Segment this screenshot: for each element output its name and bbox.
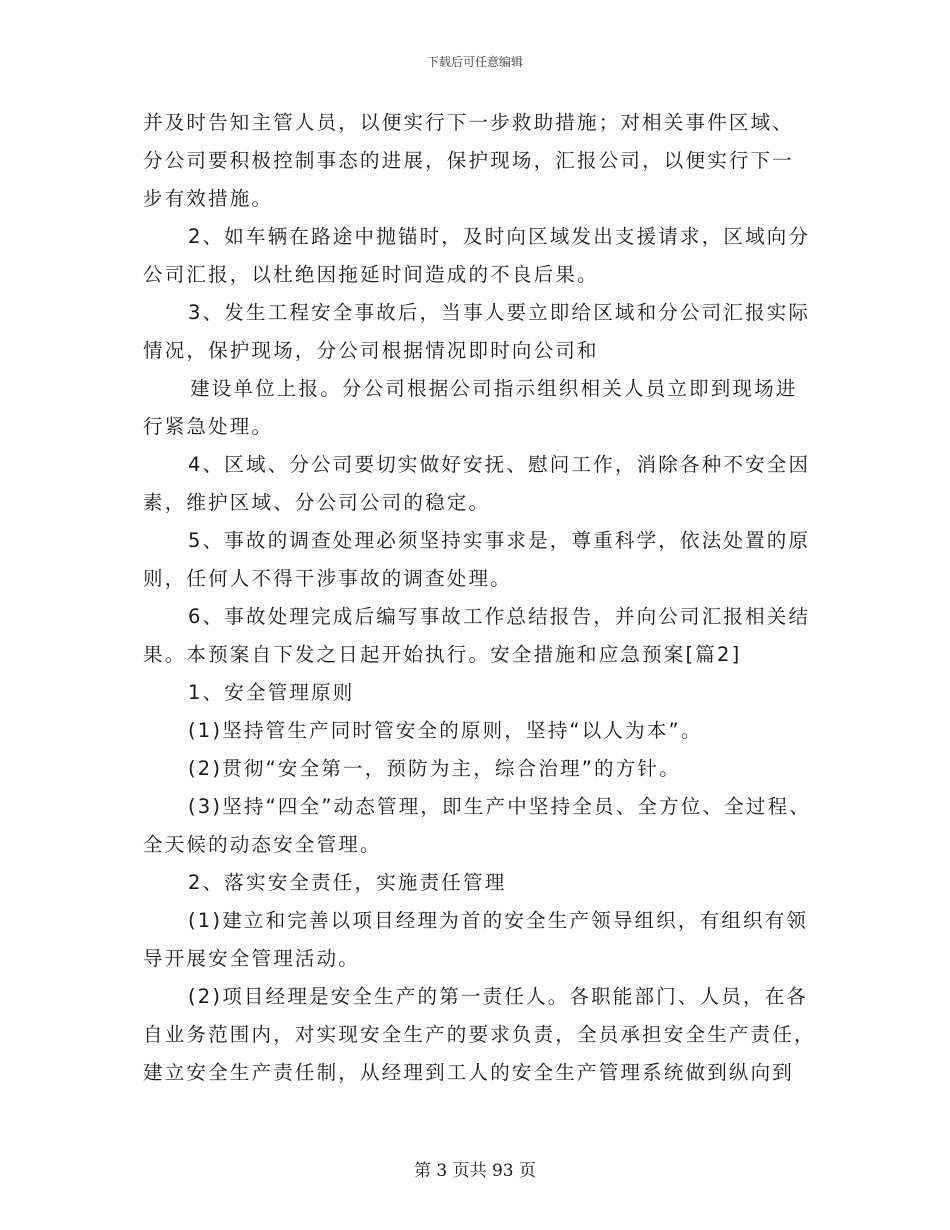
text-line: 公司汇报，以杜绝因拖延时间造成的不良后果。 xyxy=(143,263,599,286)
text-line: 5、事故的调查处理必须坚持实事求是，尊重科学，依法处置的原 xyxy=(188,529,811,552)
document-body xyxy=(143,110,823,1098)
text-line: 素，维护区域、分公司公司的稳定。 xyxy=(143,491,491,514)
text-line: 导开展安全管理活动。 xyxy=(143,947,361,970)
text-line: 1、安全管理原则 xyxy=(188,681,355,704)
text-line: (3)坚持“四全”动态管理，即生产中坚持全员、全方位、全过程、 xyxy=(188,795,812,818)
text-line: 自业务范围内，对实现安全生产的要求负责，全员承担安全生产责任， xyxy=(143,1023,816,1046)
text-line: 果。本预案自下发之日起开始执行。安全措施和应急预案[篇2] xyxy=(143,643,742,666)
text-line: 6、事故处理完成后编写事故工作总结报告，并向公司汇报相关结 xyxy=(188,605,811,628)
page-footer: 第 3 页共 93 页 xyxy=(413,1161,537,1181)
text-line: 则，任何人不得干涉事故的调查处理。 xyxy=(143,567,512,590)
text-line: 行紧急处理。 xyxy=(143,415,274,438)
text-line: (2)项目经理是安全生产的第一责任人。各职能部门、人员，在各 xyxy=(188,985,809,1008)
text-line: (2)贯彻“安全第一，预防为主，综合治理”的方针。 xyxy=(188,757,681,780)
text-line: 3、发生工程安全事故后，当事人要立即给区域和分公司汇报实际 xyxy=(188,301,811,324)
text-line: (1)坚持管生产同时管安全的原则，坚持“以人为本”。 xyxy=(188,719,703,742)
text-line: 分公司要积极控制事态的进展，保护现场，汇报公司，以便实行下一 xyxy=(143,149,795,172)
text-line: 并及时告知主管人员，以便实行下一步救助措施；对相关事件区域、 xyxy=(143,111,795,134)
text-line: (1)建立和完善以项目经理为首的安全生产领导组织，有组织有领 xyxy=(188,909,809,932)
text-line: 建设单位上报。分公司根据公司指示组织相关人员立即到现场进 xyxy=(190,377,798,400)
text-line: 全天候的动态安全管理。 xyxy=(143,833,382,856)
text-line: 2、如车辆在路途中抛锚时，及时向区域发出支援请求，区域向分 xyxy=(188,225,811,248)
text-line: 2、落实安全责任，实施责任管理 xyxy=(188,871,507,894)
text-line: 情况，保护现场，分公司根据情况即时向公司和 xyxy=(143,339,599,362)
text-line: 步有效措施。 xyxy=(143,187,274,210)
text-line: 4、区域、分公司要切实做好安抚、慰问工作，消除各种不安全因 xyxy=(188,453,811,476)
page-header: 下载后可任意编辑 xyxy=(426,55,523,69)
text-line: 建立安全生产责任制，从经理到工人的安全生产管理系统做到纵向到 xyxy=(143,1061,795,1084)
